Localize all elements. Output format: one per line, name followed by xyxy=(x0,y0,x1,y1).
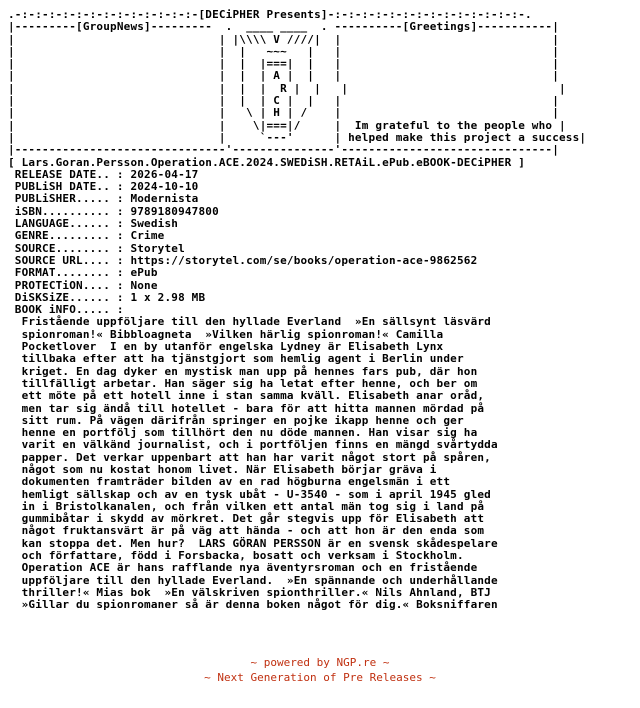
nfo-text: .-:-:-:-:-:-:-:-:-:-:-:-:-:-[DECiPHER Presents]-:-:-:-:-:-:-:-:-:-:-:-:-:-:-. |---------[GroupNews]--------- . ____ ____ . ----------[Greetings]-----------| | | |\\\\ V ////| | | | | | ~~~ | | | | | | |===| | | | | | | | A | | | | | | | | R | | | | | | | | C | | | | | | \ | H | / | | | | \|===|/ | Im grateful to the people who | | | `---' | helped make this project a success| |-------------------------------'---------------'-------------------------------| [ Lars.Goran.Persson.Operation.ACE.2024.SWEDiSH.RETAiL.ePub.eBOOK-DECiPHER ] RELEASE DATE.. : 2026-04-17 PUBLiSH DATE.. : 2024-10-10 PUBLiSHER..... : Modernista iSBN.......... : 9789180947800 LANGUAGE...... : Swedish GENRE......... : Crime SOURCE........ : Storytel SOURCE URL.... : https://storytel.com/se/books/operation-ace-9862562 FORMAT........ : ePub PROTECTiON.... : None DiSKSiZE...... : 1 x 2.98 MB BOOK iNFO..... : Fristående uppföljare till den hyllade Everland »En sällsynt läsvärd spionroman!« Bibbloagneta »Vilken härlig spionroman!« Camilla Pocketlover I en by utanför engelska Lydney är Elisabeth Lynx tillbaka efter att ha tjänstgjort som hemlig agent i Berlin under kriget. En dag dyker en mystisk man upp på hennes fars pub, där hon tillfälligt arbetar. Han säger sig ha letat efter henne, och ber om ett möte på ett hotell inne i stan samma kväll. Elisabeth anar oråd, men tar sig ändå till hotellet - bara för att hitta mannen mördad på sitt rum. På vägen därifrån springer en pojke ikapp henne och ger henne en portfölj som tillhört den nu döde mannen. Han visar sig ha varit en välkänd journalist, och i portföljen finns en mängd svårtydda papper. Det verkar uppenbart att han har varit något stort på spåren, något som nu kostat honom livet. När Elisabeth börjar gräva i dokumenten framträder bilden av en rad högburna engelsmän i ett hemligt sällskap och av en tysk ubåt - U-3540 - som i april 1945 gled in i Bristolkanalen, och från vilken ett antal män tog sig i land på gummibåtar i skydd av mörkret. Det går stegvis upp för Elisabeth att något fruktansvärt är på väg att hända - och att hon är den enda som kan stoppa det. Men hur? LARS GÖRAN PERSSON är en svensk skådespelare och författare, född i Forsbacka, bosatt och verksam i Stockholm. Operation ACE är hans rafflande nya äventyrsroman och en fristående uppföljare till den hyllade Everland. »En spännande och underhållande thriller!« Mias bok »En välskriven spionthriller.« Nils Ahnland, BTJ »Gillar du spionromaner så är denna boken något för dig.« Boksniffaren xyxy=(8,8,587,612)
powered-by-line: ~ powered by NGP.re ~ xyxy=(250,656,390,669)
tagline-line: ~ Next Generation of Pre Releases ~ xyxy=(204,671,436,684)
